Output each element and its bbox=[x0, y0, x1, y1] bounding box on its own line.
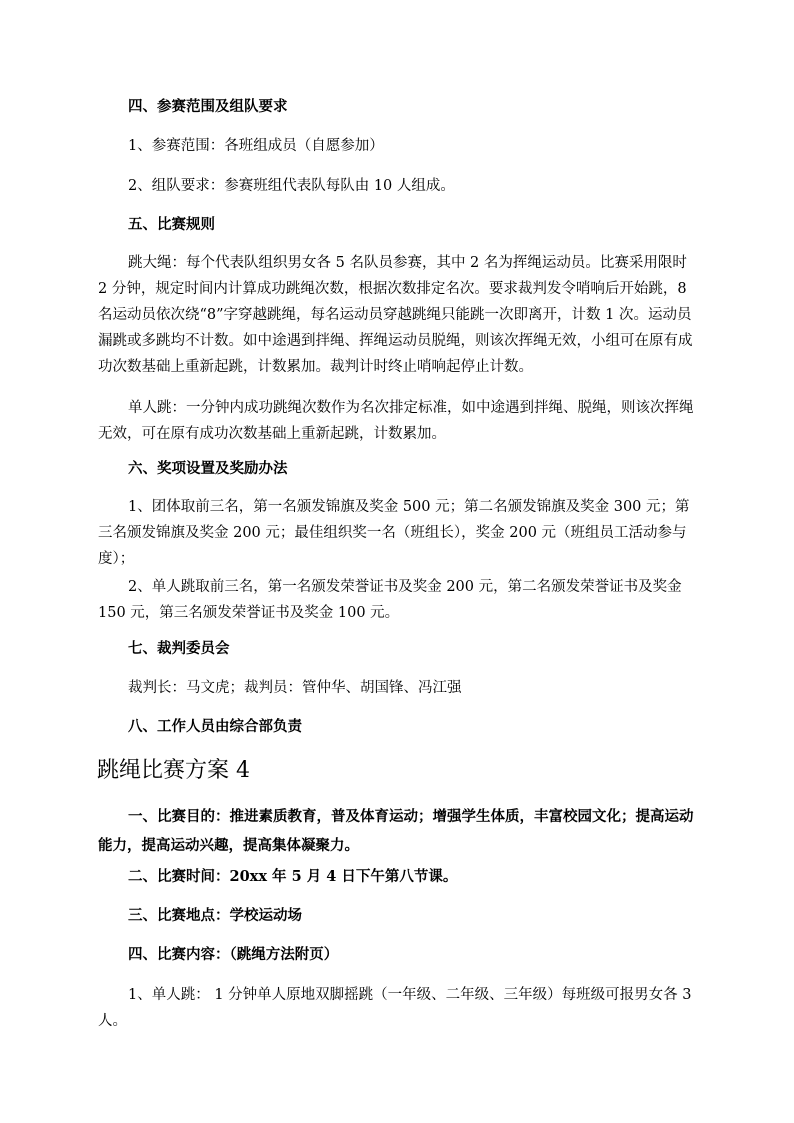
paragraph-location: 三、比赛地点：学校运动场 bbox=[128, 907, 302, 924]
plan-4-title: 跳绳比赛方案 4 bbox=[97, 758, 250, 783]
paragraph-team-requirement: 2、组队要求：参赛班组代表队每队由 10 人组成。 bbox=[128, 178, 455, 194]
paragraph-referees: 裁判长：马文虎；裁判员：管仲华、胡国锋、冯江强 bbox=[128, 680, 462, 696]
paragraph-long-rope-rules: 跳大绳：每个代表队组织男女各 5 名队员参赛，其中 2 名为挥绳运动员。比赛采用限时 2 分钟，规定时间内计算成功跳绳次数，根据次数排定名次。要求裁判发令哨响后开始跳，8 名运动员依次绕“8”字穿越跳绳，每名运动员穿越跳绳只能跳一次即离开，计数 1 次。运动员漏跳或多跳均不计数。如中途遇到拌绳、挥绳运动员脱绳，则该次挥绳无效，小组可在原有成功次数基础上重新起跳，计数累加。裁判计时终止哨响起停止计数。 bbox=[98, 255, 693, 375]
paragraph-time: 二、比赛时间：20xx 年 5 月 4 日下午第八节课。 bbox=[128, 868, 458, 885]
section-heading-4: 四、参赛范围及组队要求 bbox=[128, 98, 288, 115]
section-heading-6: 六、奖项设置及奖励办法 bbox=[128, 460, 288, 477]
paragraph-purpose: 一、比赛目的：推进素质教育，普及体育运动；增强学生体质，丰富校园文化；提高运动能力，提高运动兴趣，提高集体凝聚力。 bbox=[98, 808, 694, 854]
paragraph-single-rope-rules: 单人跳：一分钟内成功跳绳次数作为名次排定标准，如中途遇到拌绳、脱绳，则该次挥绳无效，可在原有成功次数基础上重新起跳，计数累加。 bbox=[98, 400, 694, 442]
paragraph-team-awards: 1、团体取前三名，第一名颁发锦旗及奖金 500 元；第二名颁发锦旗及奖金 300 元；第三名颁发锦旗及奖金 200 元；最佳组织奖一名（班组长），奖金 200 元（班组员工活动参与度）； bbox=[98, 499, 690, 567]
paragraph-single-jump: 1、单人跳： 1 分钟单人原地双脚摇跳（一年级、二年级、三年级）每班级可报男女各 3 人。 bbox=[98, 987, 692, 1029]
section-heading-5: 五、比赛规则 bbox=[128, 216, 215, 233]
paragraph-scope: 1、参赛范围：各班组成员（自愿参加） bbox=[128, 138, 384, 154]
paragraph-single-awards: 2、单人跳取前三名，第一名颁发荣誉证书及奖金 200 元，第二名颁发荣誉证书及奖金 150 元，第三名颁发荣誉证书及奖金 100 元。 bbox=[98, 579, 682, 621]
section-heading-7: 七、裁判委员会 bbox=[128, 640, 230, 657]
section-heading-8: 八、工作人员由综合部负责 bbox=[128, 718, 302, 735]
paragraph-content: 四、比赛内容：（跳绳方法附页） bbox=[128, 946, 339, 963]
